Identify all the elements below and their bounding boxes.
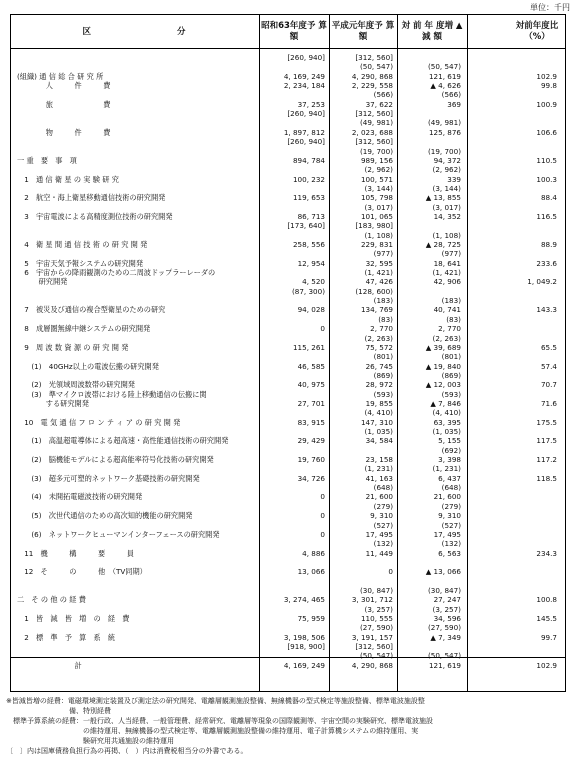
cell-h1: 34, 584 [365, 436, 393, 446]
note-line: 標準予算系統の経費：一般行政、人当経費、一般管理費、経常研究、電離層等現象の国際観測等、宇宙空間の実験研究、標準電波施設 [6, 717, 433, 725]
cell-h1: 3, 301, 712 [351, 595, 393, 605]
cell-h1: (527) [373, 520, 393, 530]
cell-h1: (648) [373, 483, 393, 493]
row-label: 6 宇宙からの降雨観測のための二周波ドップラーレーダの [17, 268, 216, 278]
cell-diff: ▲ 28, 725 [425, 240, 461, 249]
cell-h1: (3, 017) [364, 202, 393, 212]
cell-s63: 0 [320, 529, 325, 539]
cell-diff: (132) [441, 539, 461, 549]
row-label: 4 衛 星 間 通 信 技 術 の 研 究 開 発 [17, 240, 148, 249]
cell-diff: (49, 981) [427, 118, 461, 128]
cell-diff: 2, 770 [438, 324, 461, 334]
row-label: 一 重 要 事 項 [17, 155, 77, 165]
cell-s63: 19, 760 [297, 455, 325, 465]
cell-s63: 100, 232 [292, 174, 325, 184]
cell-ratio: 102.9 [536, 71, 557, 81]
cell-diff: (3, 257) [432, 604, 461, 614]
header-s63: 昭和63年度予 算 額 [261, 21, 327, 42]
header-h1: 平成元年度予 算 額 [331, 21, 395, 42]
note-line: 〔 〕内は国庫債務負担行為の再掲、（ ）内は消費税相当分の外書である。 [6, 747, 248, 755]
header-diff: 対 前 年 度増 ▲ 減 額 [401, 21, 463, 42]
cell-diff: 3, 398 [438, 455, 461, 465]
cell-h1: 2, 023, 688 [351, 127, 393, 137]
cell-s63: 83, 915 [297, 417, 325, 427]
note-line: の維持運用、無線機器の型式検定等、電離層観測施設整備の維持運用、電子計算機システムの維持運用、実 [6, 727, 419, 735]
row-label: 11 機 構 要 員 [17, 548, 134, 558]
row-label: 旅 費 [17, 99, 111, 109]
cell-diff: (527) [441, 520, 461, 530]
cell-ratio: 71.6 [540, 398, 557, 408]
cell-s63: 40, 975 [297, 380, 325, 390]
cell-h1: 147, 310 [360, 417, 393, 427]
row-label: (4) 未開拓電磁波技術の研究開発 [17, 492, 143, 502]
cell-diff: 14, 352 [433, 211, 461, 221]
cell-h1: 28, 972 [365, 380, 393, 390]
cell-diff: 94, 372 [433, 155, 461, 165]
row-label: 1 皆 減 皆 増 の 経 費 [17, 614, 130, 623]
cell-s63: 46, 585 [297, 361, 325, 371]
cell-h1: 32, 595 [365, 258, 393, 268]
cell-diff: (801) [441, 352, 461, 362]
cell-s63: 0 [320, 492, 325, 502]
cell-s63: 13, 066 [297, 567, 325, 577]
row-label: 3 宇宙電波による高精度測位技術の研究開発 [17, 211, 173, 221]
cell-s63: (87, 300) [291, 286, 325, 296]
total-separator [11, 657, 565, 658]
note-line: 験研究用共通施設の維持運用 [6, 737, 174, 745]
cell-ratio: 1, 049.2 [527, 277, 557, 287]
cell-diff: (19, 700) [427, 146, 461, 156]
cell-ratio: 70.7 [540, 380, 557, 390]
cell-ratio: 145.5 [536, 614, 557, 623]
row-label: (6) ネットワークヒューマンインターフェースの研究開発 [17, 529, 220, 539]
cell-diff: (279) [441, 501, 461, 511]
row-label: 1 通 信 衛 星 の 実 験 研 究 [17, 174, 119, 184]
row-label: (3) 超多元可塑的ネットワーク基礎技術の研究開発 [17, 473, 200, 483]
cell-h1: (2, 263) [364, 333, 393, 343]
notes-section [6, 696, 572, 756]
cell-diff: ▲ 12, 003 [425, 380, 461, 390]
cell-diff: ▲ 19, 840 [425, 361, 461, 371]
cell-diff: 121, 619 [428, 71, 461, 81]
row-label: 計 [17, 660, 82, 670]
cell-s63: [260, 940] [287, 53, 325, 62]
cell-h1: (30, 847) [359, 585, 393, 595]
row-label: 物 件 費 [17, 127, 111, 137]
cell-h1: 37, 622 [365, 99, 393, 109]
cell-h1: (801) [373, 352, 393, 362]
cell-h1: 989, 156 [360, 155, 393, 165]
cell-h1: (4, 410) [364, 408, 393, 418]
cell-diff: (3, 017) [432, 202, 461, 212]
cell-ratio: 88.4 [540, 193, 557, 203]
cell-diff: (566) [441, 90, 461, 100]
cell-s63: [260, 940] [287, 137, 325, 147]
cell-diff: 18, 641 [433, 258, 461, 268]
unit-label: 単位：千円 [530, 3, 570, 12]
cell-s63: 4, 169, 249 [283, 71, 325, 81]
cell-s63: 12, 954 [297, 258, 325, 268]
cell-ratio: 175.5 [536, 417, 557, 427]
cell-diff: (2, 962) [432, 165, 461, 175]
cell-h1: 229, 831 [360, 240, 393, 249]
cell-h1: (49, 981) [359, 118, 393, 128]
row-label: (組織) 通 信 総 合 研 究 所 [17, 71, 104, 81]
cell-h1: 23, 158 [365, 455, 393, 465]
cell-h1: (1, 035) [364, 427, 393, 436]
cell-h1: (977) [373, 249, 393, 259]
cell-diff: (4, 410) [432, 408, 461, 418]
cell-s63: 37, 253 [297, 99, 325, 109]
cell-s63: 115, 261 [292, 342, 325, 352]
row-label: 2 航空・海上衛星移動通信技術の研究開発 [17, 193, 166, 203]
cell-s63: [918, 900] [287, 642, 325, 652]
cell-s63: 27, 701 [297, 398, 325, 408]
cell-ratio: 106.6 [536, 127, 557, 137]
cell-h1: 2, 770 [370, 324, 393, 334]
row-label: 人 件 費 [17, 81, 111, 91]
cell-diff: (83) [446, 314, 461, 324]
cell-s63: 4, 520 [302, 277, 325, 287]
cell-ratio: 99.8 [540, 81, 557, 91]
cell-h1: (566) [373, 90, 393, 100]
cell-h1: 19, 855 [365, 398, 393, 408]
cell-diff: (1, 231) [432, 464, 461, 474]
cell-h1: 105, 798 [360, 193, 393, 203]
column-divider [467, 15, 468, 691]
cell-ratio: 57.4 [540, 361, 557, 371]
cell-h1: 11, 449 [365, 548, 393, 558]
row-label: 8 成層圏無線中継システムの研究開発 [17, 324, 151, 334]
cell-h1: 2, 229, 558 [351, 81, 393, 91]
cell-ratio: 118.5 [536, 473, 557, 483]
cell-h1: 100, 571 [360, 174, 393, 184]
cell-s63: 2, 234, 184 [283, 81, 325, 91]
cell-diff: (183) [441, 296, 461, 306]
row-label: 9 周 波 数 資 源 の 研 究 開 発 [17, 342, 129, 352]
cell-h1: [312, 560] [355, 642, 393, 652]
cell-diff: (50, 547) [427, 62, 461, 72]
column-divider [259, 15, 260, 691]
cell-diff: 17, 495 [433, 529, 461, 539]
cell-diff: 121, 619 [428, 660, 461, 670]
cell-diff: (27, 590) [427, 623, 461, 633]
cell-diff: ▲ 4, 626 [430, 81, 461, 91]
cell-ratio: 116.5 [536, 211, 557, 221]
cell-h1: [312, 560] [355, 53, 393, 62]
cell-ratio: 117.5 [536, 436, 557, 446]
row-label: (2) 光領域周波数帯の研究開発 [17, 380, 135, 390]
cell-s63: 34, 726 [297, 473, 325, 483]
cell-s63: 0 [320, 324, 325, 334]
cell-ratio: 65.5 [540, 342, 557, 352]
cell-diff: 27, 247 [433, 595, 461, 605]
cell-h1: (128, 600) [355, 286, 393, 296]
row-label: 10 電 気 通 信 フ ロ ン テ ィ ア の 研 究 開 発 [17, 417, 181, 427]
cell-s63: [173, 640] [287, 221, 325, 231]
cell-diff: (50, 547) [427, 651, 461, 661]
cell-ratio: 143.3 [536, 305, 557, 315]
cell-diff: (869) [441, 370, 461, 380]
cell-diff: (1, 421) [432, 268, 461, 278]
cell-diff: ▲ 39, 689 [425, 342, 461, 352]
cell-s63: 4, 169, 249 [283, 660, 325, 670]
cell-h1: (869) [373, 370, 393, 380]
cell-diff: 339 [447, 174, 461, 184]
header-ratio: 対前年度比（%） [515, 21, 559, 42]
cell-diff: (30, 847) [427, 585, 461, 595]
table-header [11, 15, 565, 49]
cell-diff: (1, 108) [432, 230, 461, 240]
note-line: ※皆減皆増の経費：電磁環境測定装置及び測定法の研究開発、電離層観測施設整備、無線機器の型式検定等施設整備、標準電波施設整 [6, 697, 425, 705]
cell-diff: 369 [447, 99, 461, 109]
cell-s63: 894, 784 [292, 155, 325, 165]
cell-h1: [183, 980] [355, 221, 393, 231]
cell-ratio: 233.6 [536, 258, 557, 268]
row-label: 12 そ の 他 （TV同期） [17, 567, 147, 577]
cell-h1: 4, 290, 868 [351, 660, 393, 670]
row-label: (1) 40GHz以上の電波伝搬の研究開発 [17, 361, 159, 371]
cell-diff: (1, 035) [432, 427, 461, 436]
cell-s63: 75, 959 [297, 614, 325, 623]
cell-s63: 3, 274, 465 [283, 595, 325, 605]
column-divider [329, 15, 330, 691]
cell-h1: 134, 769 [360, 305, 393, 315]
cell-h1: 0 [388, 567, 393, 577]
budget-table [10, 14, 566, 692]
row-label: 二 そ の 他 の 経 費 [17, 595, 86, 605]
cell-ratio: 100.3 [536, 174, 557, 184]
cell-ratio: 99.7 [540, 632, 557, 642]
cell-h1: (2, 962) [364, 165, 393, 175]
cell-h1: (83) [378, 314, 393, 324]
cell-ratio: 88.9 [540, 240, 557, 249]
cell-h1: (593) [373, 389, 393, 399]
cell-diff: ▲ 7, 349 [430, 632, 461, 642]
cell-ratio: 110.5 [536, 155, 557, 165]
cell-h1: (1, 108) [364, 230, 393, 240]
row-label: (1) 高温超電導体による超高速・高性能通信技術の研究開発 [17, 436, 229, 446]
cell-s63: 94, 028 [297, 305, 325, 315]
cell-diff: 6, 563 [438, 548, 461, 558]
cell-ratio: 102.9 [536, 660, 557, 670]
cell-ratio: 100.8 [536, 595, 557, 605]
cell-ratio: 100.9 [536, 99, 557, 109]
row-label: (3) 準マイクロ波帯における陸上移動通信の伝搬に関 [17, 389, 207, 399]
cell-diff: 34, 596 [433, 614, 461, 623]
cell-s63: 119, 653 [292, 193, 325, 203]
cell-h1: 9, 310 [370, 511, 393, 521]
cell-diff: 5, 155 [438, 436, 461, 446]
note-line: 備、特別経費 [6, 707, 111, 715]
cell-h1: (50, 547) [359, 62, 393, 72]
cell-h1: 21, 600 [365, 492, 393, 502]
cell-h1: (3, 144) [364, 183, 393, 193]
cell-s63: 3, 198, 506 [283, 632, 325, 642]
cell-s63: 1, 897, 812 [283, 127, 325, 137]
row-label: する研究開発 [17, 398, 89, 408]
cell-diff: 40, 741 [433, 305, 461, 315]
cell-h1: [312, 560] [355, 137, 393, 147]
cell-h1: (183) [373, 296, 393, 306]
cell-diff: 9, 310 [438, 511, 461, 521]
row-label: 7 被災及び通信の複合型衛星のための研究 [17, 305, 166, 315]
cell-h1: (3, 257) [364, 604, 393, 614]
cell-s63: 4, 886 [302, 548, 325, 558]
cell-h1: [312, 560] [355, 109, 393, 119]
cell-h1: (132) [373, 539, 393, 549]
cell-diff: ▲ 13, 066 [425, 567, 461, 577]
row-label: (5) 次世代通信のための高次知的機能の研究開発 [17, 511, 193, 521]
row-label: 5 宇宙天気予報システムの研究開発 [17, 258, 144, 268]
cell-h1: (279) [373, 501, 393, 511]
cell-s63: 29, 429 [297, 436, 325, 446]
row-label: 2 標 準 予 算 系 統 [17, 632, 116, 642]
cell-h1: 41, 163 [365, 473, 393, 483]
cell-h1: (1, 231) [364, 464, 393, 474]
cell-h1: 47, 426 [365, 277, 393, 287]
cell-diff: 125, 876 [428, 127, 461, 137]
cell-h1: (1, 421) [364, 268, 393, 278]
cell-h1: 4, 290, 868 [351, 71, 393, 81]
cell-h1: 26, 745 [365, 361, 393, 371]
cell-s63: [260, 940] [287, 109, 325, 119]
cell-s63: 86, 713 [297, 211, 325, 221]
cell-diff: (977) [441, 249, 461, 259]
cell-diff: (648) [441, 483, 461, 493]
cell-s63: 0 [320, 511, 325, 521]
cell-diff: 63, 395 [433, 417, 461, 427]
cell-diff: ▲ 7, 846 [430, 398, 461, 408]
cell-ratio: 234.3 [536, 548, 557, 558]
cell-h1: 101, 065 [360, 211, 393, 221]
cell-h1: 75, 572 [365, 342, 393, 352]
cell-diff: (692) [441, 445, 461, 455]
cell-diff: (593) [441, 389, 461, 399]
cell-ratio: 117.2 [536, 455, 557, 465]
cell-diff: 21, 600 [433, 492, 461, 502]
header-category: 区 分 [82, 26, 188, 37]
cell-diff: (3, 144) [432, 183, 461, 193]
cell-h1: (50, 547) [359, 651, 393, 661]
cell-h1: 17, 495 [365, 529, 393, 539]
cell-diff: ▲ 13, 855 [425, 193, 461, 203]
row-label: (2) 脳機能モデルによる超高能率符号化技術の研究開発 [17, 455, 214, 465]
cell-h1: 110, 555 [360, 614, 393, 623]
cell-s63: 258, 556 [292, 240, 325, 249]
cell-diff: (2, 263) [432, 333, 461, 343]
cell-diff: 6, 437 [438, 473, 461, 483]
cell-h1: (27, 590) [359, 623, 393, 633]
cell-h1: (19, 700) [359, 146, 393, 156]
cell-diff: 42, 906 [433, 277, 461, 287]
cell-h1: 3, 191, 157 [351, 632, 393, 642]
row-label: 研究開発 [17, 277, 68, 287]
